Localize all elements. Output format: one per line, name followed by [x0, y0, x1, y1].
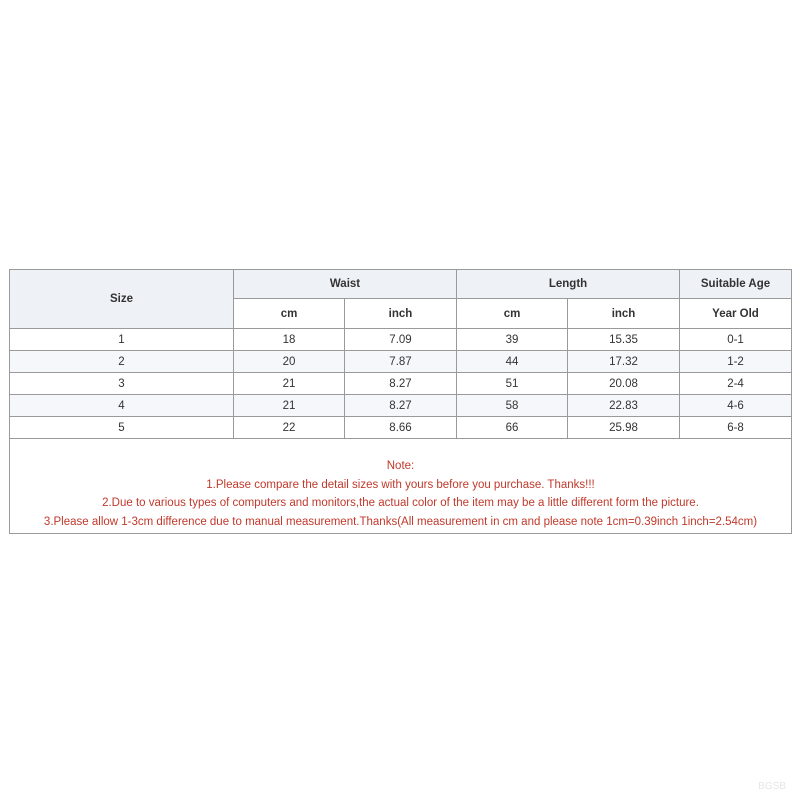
subheader-waist-cm: cm	[234, 299, 345, 329]
table-row	[10, 329, 792, 351]
header-suitable-age: Suitable Age	[680, 270, 792, 299]
cell-waist-inch: 8.27	[345, 395, 457, 417]
table-row	[10, 373, 792, 395]
note-title: Note:	[386, 460, 415, 472]
cell-waist-cm: 20	[234, 351, 345, 373]
cell-length-cm: 44	[457, 351, 568, 373]
cell-waist-inch: 8.66	[345, 417, 457, 439]
note-line-1: 1.Please compare the detail sizes with yours before you purchase. Thanks!!!	[206, 478, 595, 491]
header-length: Length	[457, 270, 680, 299]
cell-length-inch: 20.08	[568, 373, 680, 395]
cell-length-inch: 17.32	[568, 351, 680, 373]
cell-waist-inch: 7.09	[345, 329, 457, 351]
notes-cell	[10, 439, 792, 534]
cell-size: 2	[10, 351, 234, 373]
subheader-length-inch: inch	[568, 299, 680, 329]
cell-length-cm: 39	[457, 329, 568, 351]
cell-length-cm: 51	[457, 373, 568, 395]
watermark: BGSB	[758, 781, 786, 792]
subheader-age-unit: Year Old	[680, 299, 792, 329]
cell-length-cm: 66	[457, 417, 568, 439]
note-line-2: 2.Due to various types of computers and monitors,the actual color of the item may be a little different form the picture.	[102, 497, 699, 509]
cell-age: 1-2	[680, 351, 792, 373]
subheader-length-cm: cm	[457, 299, 568, 329]
subheader-waist-inch: inch	[345, 299, 457, 329]
cell-age: 2-4	[680, 373, 792, 395]
cell-size: 1	[10, 329, 234, 351]
cell-size: 3	[10, 373, 234, 395]
table-row	[10, 417, 792, 439]
cell-age: 0-1	[680, 329, 792, 351]
cell-waist-cm: 21	[234, 373, 345, 395]
header-size: Size	[10, 270, 234, 329]
size-table	[9, 269, 792, 534]
cell-length-cm: 58	[457, 395, 568, 417]
cell-size: 5	[10, 417, 234, 439]
header-waist: Waist	[234, 270, 457, 299]
cell-size: 4	[10, 395, 234, 417]
cell-length-inch: 22.83	[568, 395, 680, 417]
note-line-3: 3.Please allow 1-3cm difference due to manual measurement.Thanks(All measurement in cm and please note 1cm=0.39inch 1inch=2.54cm)	[43, 515, 758, 528]
table-row	[10, 351, 792, 373]
cell-age: 4-6	[680, 395, 792, 417]
cell-length-inch: 15.35	[568, 329, 680, 351]
size-chart	[9, 269, 791, 534]
cell-age: 6-8	[680, 417, 792, 439]
notes-row	[10, 439, 792, 534]
cell-waist-cm: 22	[234, 417, 345, 439]
cell-waist-inch: 7.87	[345, 351, 457, 373]
cell-length-inch: 25.98	[568, 417, 680, 439]
cell-waist-cm: 21	[234, 395, 345, 417]
cell-waist-cm: 18	[234, 329, 345, 351]
cell-waist-inch: 8.27	[345, 373, 457, 395]
table-row	[10, 395, 792, 417]
